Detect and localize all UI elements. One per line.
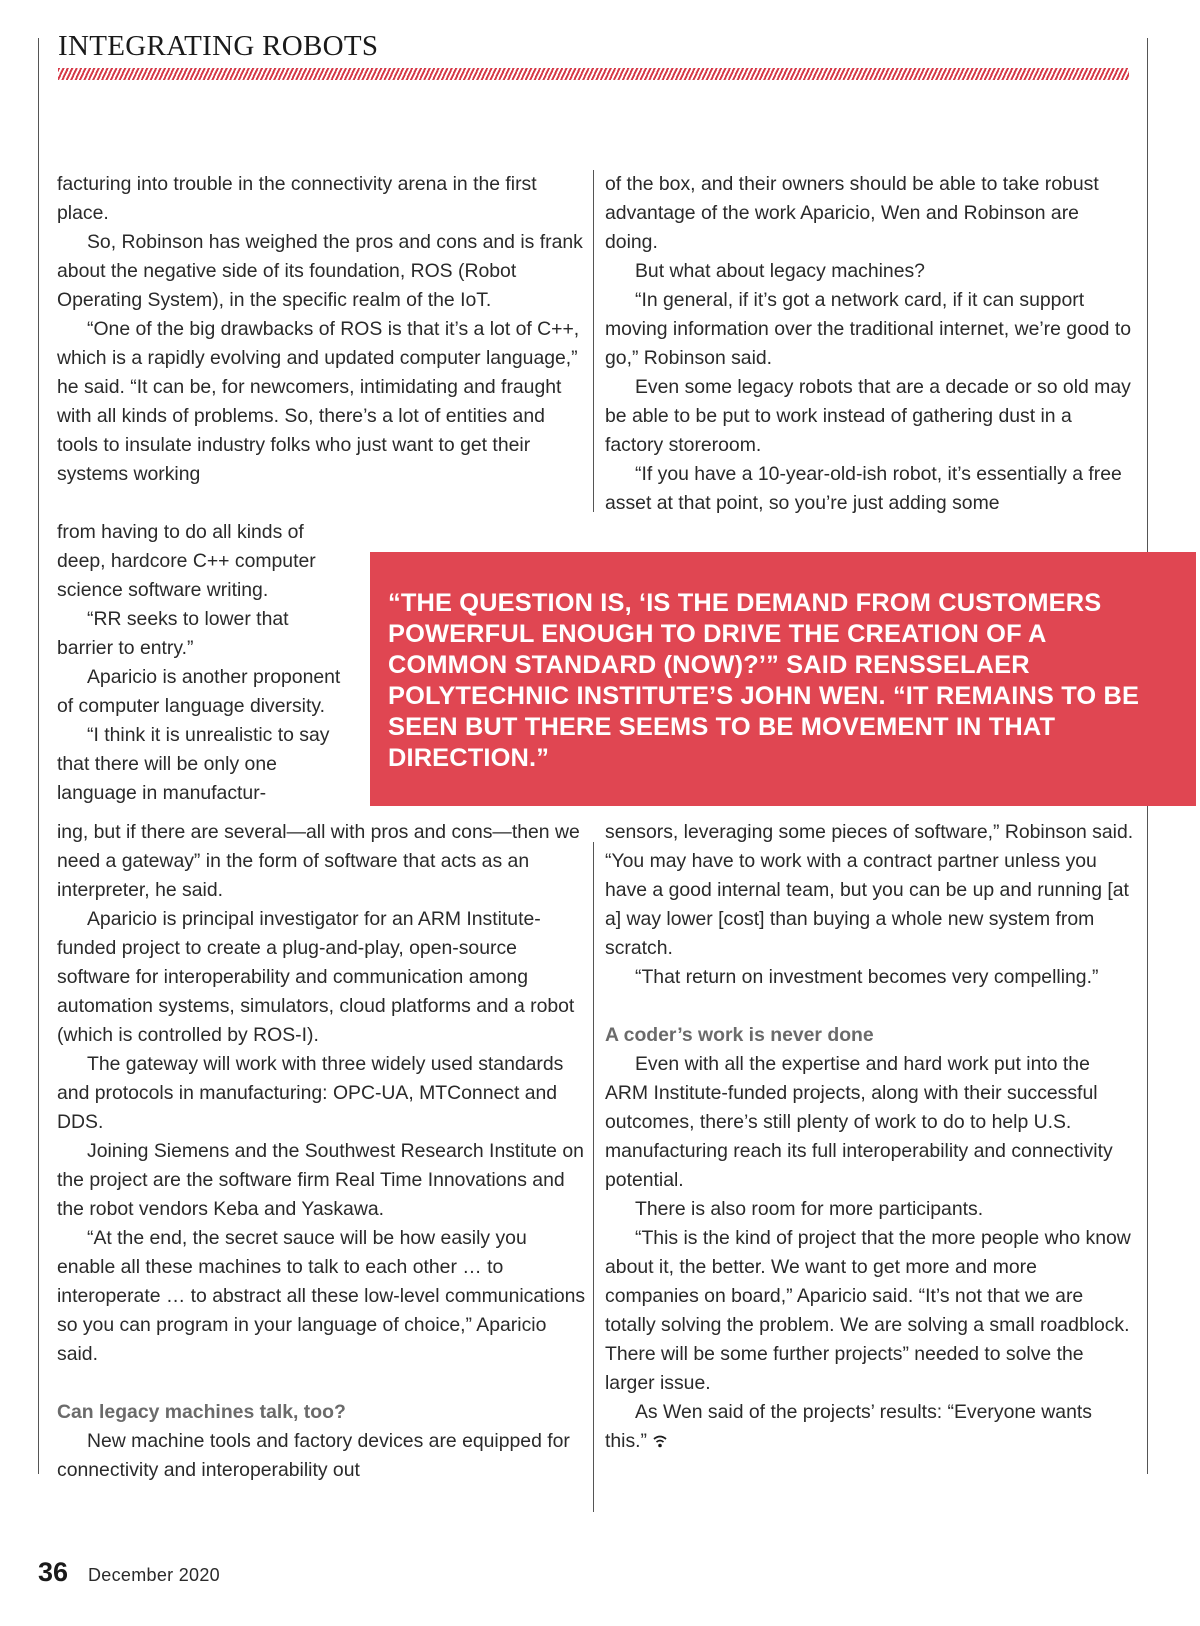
paragraph: sensors, leveraging some pieces of software,” Robinson said. “You may have to work with a contract partner unless you have a good internal team, but you can be up and running [at a] way lower [cost] than buying a whole new system from scratch. — [605, 821, 1134, 959]
paragraph: Aparicio is another proponent of computer language diversity. — [57, 666, 341, 717]
paragraph: “In general, if it’s got a network card, if it can support moving information over the traditional internet, we’re good to go,” Robinson said. — [605, 289, 1131, 369]
paragraph: of the box, and their owners should be able to take robust advantage of the work Aparicio, Wen and Robinson are doing. — [605, 173, 1099, 253]
wifi-end-mark-icon — [653, 1434, 667, 1448]
paragraph: But what about legacy machines? — [635, 260, 925, 282]
paragraph: ing, but if there are several—all with pros and cons—then we need a gateway” in the form of software that acts as an interpreter, he said. — [57, 821, 580, 901]
column-divider-bottom — [593, 842, 594, 1512]
column-divider-top — [593, 170, 594, 512]
paragraph: Even with all the expertise and hard work put into the ARM Institute-funded projects, along with their successful outcomes, there’s still plenty of work to do to help U.S. manufacturing reach its full interoperability and connectivity potential. — [605, 1053, 1113, 1191]
left-column-narrow — [57, 518, 349, 808]
issue-date: December 2020 — [88, 1565, 220, 1585]
page-number: 36 — [38, 1557, 69, 1587]
pull-quote-text: “THE QUESTION IS, ‘IS THE DEMAND FROM CUSTOMERS POWERFUL ENOUGH TO DRIVE THE CREATION OF A COMMON STANDARD (NOW)?’” SAID RENSSELAER POLYTECHNIC INSTITUTE’S JOHN WEN. “IT REMAINS TO BE SEEN BUT THERE SEEMS TO BE MOVEMENT IN THAT DIRECTION.” — [388, 589, 1140, 772]
paragraph: Aparicio is principal investigator for an ARM Institute-funded project to create a plug-and-play, open-source software for interoperability and communication among automation systems, simulators, cloud platforms and a robot (which is controlled by ROS-I). — [57, 908, 575, 1046]
section-title: INTEGRATING ROBOTS — [58, 30, 379, 62]
paragraph: “If you have a 10-year-old-ish robot, it’s essentially a free asset at that point, so you’re just adding some — [605, 463, 1122, 514]
subhead-legacy-machines: Can legacy machines talk, too? — [57, 1401, 346, 1423]
left-page-border — [38, 38, 39, 1474]
final-sentence: As Wen said of the projects’ results: “Everyone wants this.” — [605, 1401, 1092, 1452]
paragraph: There is also room for more participants. — [635, 1198, 984, 1220]
paragraph: “One of the big drawbacks of ROS is that it’s a lot of C++, which is a rapidly evolving and updated computer language,” he said. “It can be, for newcomers, intimidating and fraught with all kinds of problems. So, there’s a lot of entities and tools to insulate industry folks who just want to get their systems working — [57, 318, 580, 485]
paragraph: “I think it is unrealistic to say that there will be only one language in manufactur- — [57, 724, 330, 804]
pull-quote-box — [370, 552, 1196, 806]
left-column-top — [57, 170, 587, 489]
paragraph: “At the end, the secret sauce will be how easily you enable all these machines to talk to each other … to interoperate … to abstract all these low-level communications so you can program in your language of choice,” Aparicio said. — [57, 1227, 586, 1365]
paragraph: The gateway will work with three widely used standards and protocols in manufacturing: OPC-UA, MTConnect and DDS. — [57, 1053, 564, 1133]
paragraph: “That return on investment becomes very compelling.” — [635, 966, 1099, 988]
paragraph: New machine tools and factory devices are equipped for connectivity and interoperability out — [57, 1430, 570, 1481]
subhead-coders-work: A coder’s work is never done — [605, 1024, 874, 1046]
paragraph: from having to do all kinds of deep, hardcore C++ computer science software writing. — [57, 521, 316, 601]
paragraph: So, Robinson has weighed the pros and cons and is frank about the negative side of its foundation, ROS (Robot Operating System), in the specific realm of the IoT. — [57, 231, 583, 311]
paragraph: Even some legacy robots that are a decade or so old may be able to be put to work instead of gathering dust in a factory storeroom. — [605, 376, 1131, 456]
paragraph: “RR seeks to lower that barrier to entry.” — [57, 608, 289, 659]
paragraph-final — [605, 1398, 1135, 1456]
paragraph: “This is the kind of project that the more people who know about it, the better. We want to get more and more companies on board,” Aparicio said. “It’s not that we are totally solving the problem. We are solving a small roadblock. There will be some further projects” needed to solve the larger issue. — [605, 1227, 1131, 1394]
right-column-bottom — [605, 818, 1135, 1456]
paragraph: Joining Siemens and the Southwest Research Institute on the project are the software firm Real Time Innovations and the robot vendors Keba and Yaskawa. — [57, 1140, 584, 1220]
paragraph: facturing into trouble in the connectivity arena in the first place. — [57, 173, 537, 224]
right-column-top — [605, 170, 1135, 518]
header-hatched-rule — [58, 68, 1129, 80]
left-column-bottom — [57, 818, 587, 1485]
